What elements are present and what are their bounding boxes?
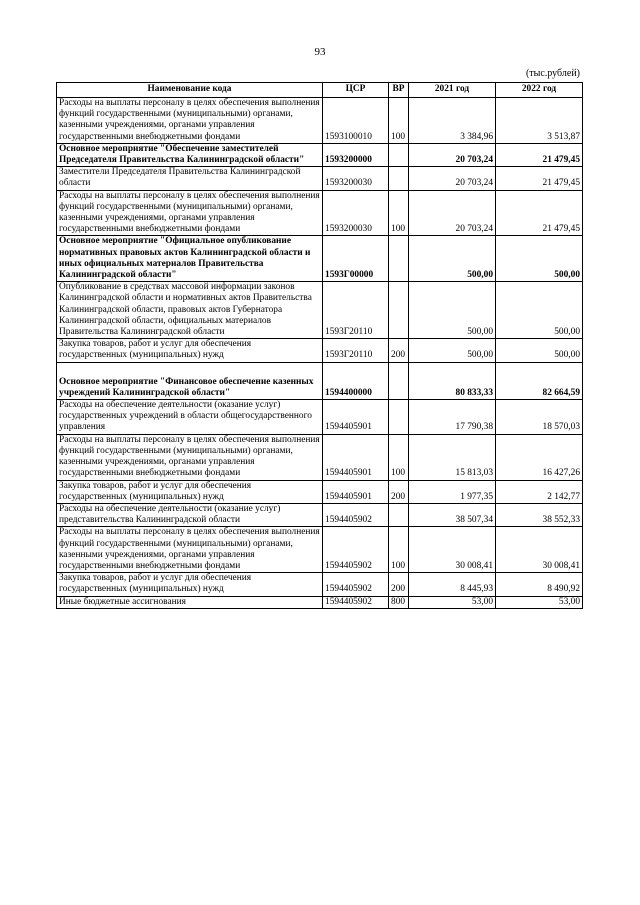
row-name: Расходы на выплаты персоналу в целях обеспечения выполнения функций государственными (муниципальными) органами, казенными учреждениями, органами управления государственными внебюджетными фондами	[57, 527, 323, 573]
row-csr: 1594405901	[323, 480, 389, 503]
budget-table	[56, 82, 583, 609]
row-csr: 1593Г00000	[323, 236, 389, 282]
row-2022: 21 479,45	[496, 167, 583, 190]
row-csr: 1594405902	[323, 503, 389, 526]
row-vr: 200	[389, 339, 409, 362]
row-csr: 1594405901	[323, 434, 389, 480]
units-label: (тыс.рублей)	[525, 68, 580, 79]
header-2021: 2021 год	[409, 83, 496, 98]
row-name: Закупка товаров, работ и услуг для обеспечения государственных (муниципальных) нужд	[57, 339, 323, 362]
row-2022: 500,00	[496, 282, 583, 339]
header-vr: ВР	[389, 83, 409, 98]
row-vr: 200	[389, 480, 409, 503]
table-row	[57, 434, 583, 480]
row-2021: 80 833,33	[409, 362, 496, 399]
row-name: Расходы на выплаты персоналу в целях обеспечения выполнения функций государственными (муниципальными) органами, казенными учреждениями, органами управления государственными внебюджетными фондами	[57, 434, 323, 480]
row-csr: 1593200000	[323, 143, 389, 166]
row-2021: 38 507,34	[409, 503, 496, 526]
row-csr: 1593Г20110	[323, 282, 389, 339]
header-csr: ЦСР	[323, 83, 389, 98]
row-2022: 500,00	[496, 339, 583, 362]
row-vr	[389, 143, 409, 166]
row-2021: 53,00	[409, 596, 496, 608]
row-2022: 3 513,87	[496, 98, 583, 144]
row-vr	[389, 282, 409, 339]
row-2021: 15 813,03	[409, 434, 496, 480]
row-2021: 500,00	[409, 282, 496, 339]
row-2021: 500,00	[409, 339, 496, 362]
table-row	[57, 362, 583, 399]
row-vr: 100	[389, 190, 409, 236]
table-row	[57, 400, 583, 435]
table-row	[57, 527, 583, 573]
table-row	[57, 236, 583, 282]
row-name: Основное мероприятие "Официальное опубликование нормативных правовых актов Калининградской области и иных официальных материалов Правительства Калининградской области"	[57, 236, 323, 282]
row-name: Расходы на выплаты персоналу в целях обеспечения выполнения функций государственными (муниципальными) органами, казенными учреждениями, органами управления государственными внебюджетными фондами	[57, 98, 323, 144]
table-row	[57, 143, 583, 166]
row-2021: 20 703,24	[409, 167, 496, 190]
table-row	[57, 98, 583, 144]
table-row	[57, 339, 583, 362]
row-vr	[389, 400, 409, 435]
row-name: Основное мероприятие "Обеспечение заместителей Председателя Правительства Калининградской области"	[57, 143, 323, 166]
row-csr: 1594405901	[323, 400, 389, 435]
row-2022: 21 479,45	[496, 143, 583, 166]
row-2021: 500,00	[409, 236, 496, 282]
row-name: Расходы на обеспечение деятельности (оказание услуг) государственных учреждений в области общегосударственного управления	[57, 400, 323, 435]
table-row	[57, 573, 583, 596]
header-2022: 2022 год	[496, 83, 583, 98]
row-vr: 800	[389, 596, 409, 608]
row-2021: 30 008,41	[409, 527, 496, 573]
row-vr: 200	[389, 573, 409, 596]
row-name: Заместители Председателя Правительства Калининградской области	[57, 167, 323, 190]
row-name: Основное мероприятие "Финансовое обеспечение казенных учреждений Калининградской области"	[57, 362, 323, 399]
row-csr: 1593100010	[323, 98, 389, 144]
row-name: Расходы на выплаты персоналу в целях обеспечения выполнения функций государственными (муниципальными) органами, казенными учреждениями, органами управления государственными внебюджетными фондами	[57, 190, 323, 236]
row-name: Опубликование в средствах массовой информации законов Калининградской области и нормативных актов Правительства Калининградской области, правовых актов Губернатора Калининградской области, официальных материалов Правительства Калининградской области	[57, 282, 323, 339]
row-csr: 1594405902	[323, 596, 389, 608]
row-2021: 20 703,24	[409, 190, 496, 236]
row-2022: 18 570,03	[496, 400, 583, 435]
row-2021: 20 703,24	[409, 143, 496, 166]
row-name: Расходы на обеспечение деятельности (оказание услуг) представительства Калининградской области	[57, 503, 323, 526]
row-vr: 100	[389, 434, 409, 480]
row-name: Закупка товаров, работ и услуг для обеспечения государственных (муниципальных) нужд	[57, 480, 323, 503]
table-row	[57, 282, 583, 339]
row-csr: 1594405902	[323, 573, 389, 596]
row-2021: 17 790,38	[409, 400, 496, 435]
table-row	[57, 503, 583, 526]
row-vr: 100	[389, 527, 409, 573]
table-row	[57, 596, 583, 608]
row-2022: 53,00	[496, 596, 583, 608]
page-number: 93	[314, 46, 326, 58]
row-2021: 3 384,96	[409, 98, 496, 144]
row-2021: 1 977,35	[409, 480, 496, 503]
row-2022: 500,00	[496, 236, 583, 282]
row-2021: 8 445,93	[409, 573, 496, 596]
row-2022: 16 427,26	[496, 434, 583, 480]
row-name: Закупка товаров, работ и услуг для обеспечения государственных (муниципальных) нужд	[57, 573, 323, 596]
row-csr: 1594400000	[323, 362, 389, 399]
header-row	[57, 83, 583, 98]
row-2022: 8 490,92	[496, 573, 583, 596]
row-vr	[389, 503, 409, 526]
row-name: Иные бюджетные ассигнования	[57, 596, 323, 608]
row-2022: 30 008,41	[496, 527, 583, 573]
row-csr: 1594405902	[323, 527, 389, 573]
row-vr	[389, 167, 409, 190]
row-vr	[389, 236, 409, 282]
table-row	[57, 480, 583, 503]
row-csr: 1593200030	[323, 190, 389, 236]
table-row	[57, 167, 583, 190]
table-row	[57, 190, 583, 236]
row-csr: 1593Г20110	[323, 339, 389, 362]
row-2022: 82 664,59	[496, 362, 583, 399]
row-2022: 38 552,33	[496, 503, 583, 526]
header-name: Наименование кода	[57, 83, 323, 98]
row-vr	[389, 362, 409, 399]
row-vr: 100	[389, 98, 409, 144]
row-csr: 1593200030	[323, 167, 389, 190]
row-2022: 21 479,45	[496, 190, 583, 236]
row-2022: 2 142,77	[496, 480, 583, 503]
